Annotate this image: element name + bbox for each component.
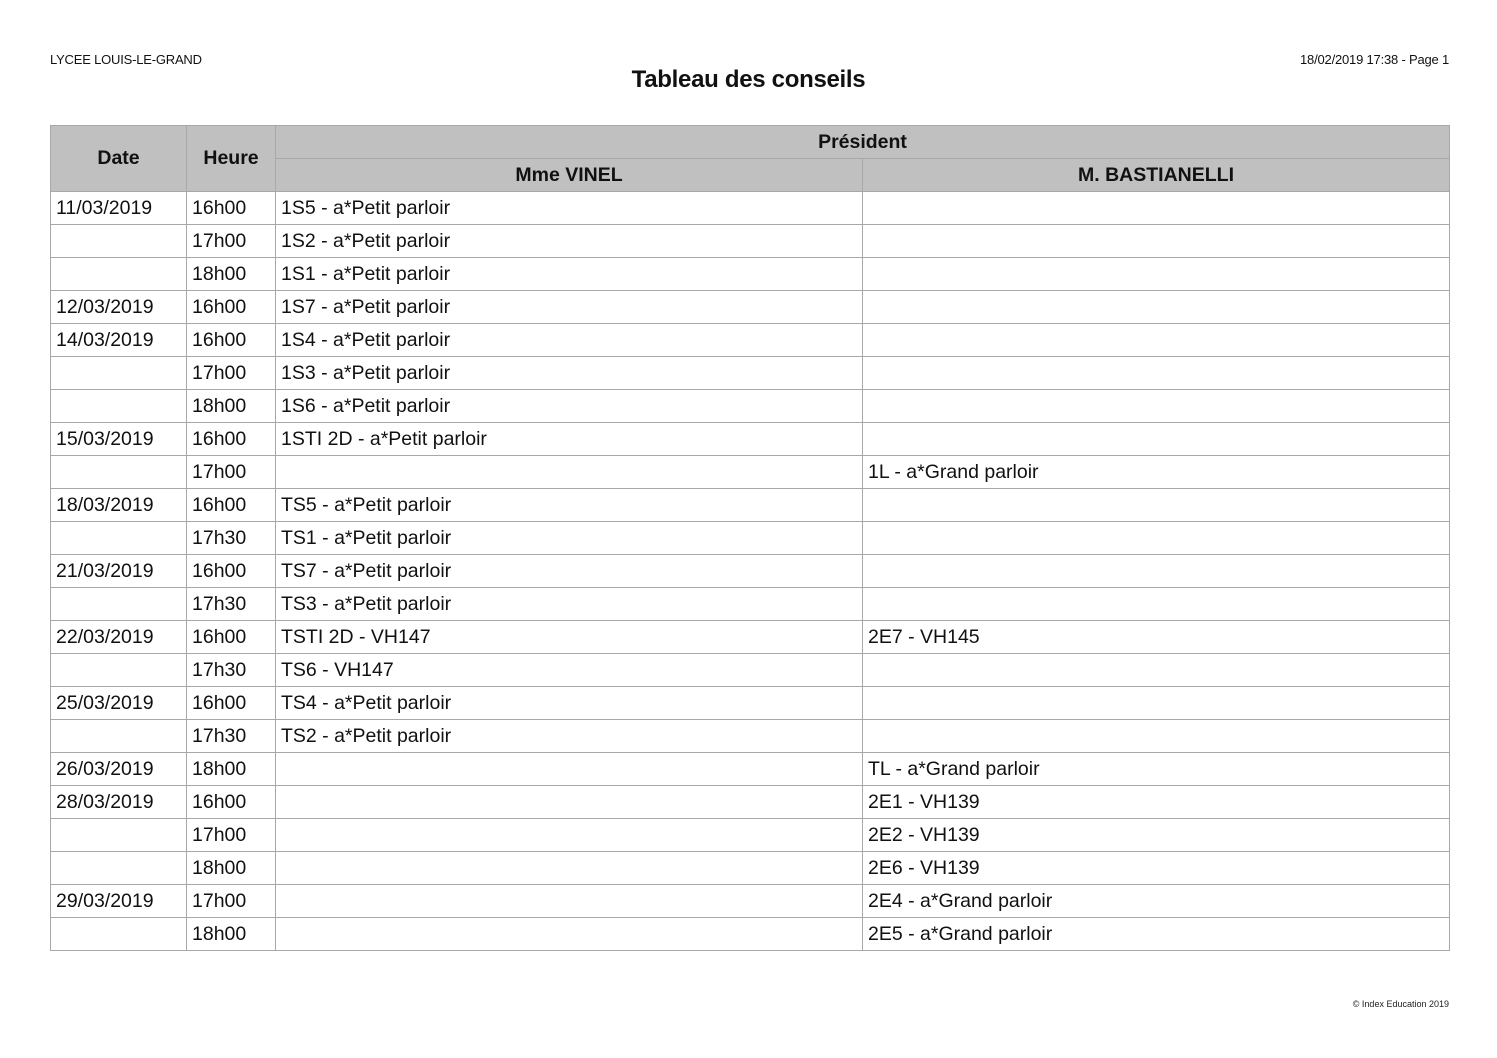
- cell-heure: 16h00: [187, 192, 276, 225]
- cell-bastianelli: [863, 324, 1450, 357]
- cell-vinel: [276, 456, 863, 489]
- cell-date: 29/03/2019: [51, 885, 187, 918]
- table-row: [51, 819, 1450, 852]
- cell-vinel: 1S3 - a*Petit parloir: [276, 357, 863, 390]
- cell-bastianelli: [863, 258, 1450, 291]
- cell-heure: 17h30: [187, 720, 276, 753]
- cell-heure: 16h00: [187, 291, 276, 324]
- table-row: [51, 687, 1450, 720]
- cell-heure: 18h00: [187, 753, 276, 786]
- cell-heure: 16h00: [187, 324, 276, 357]
- cell-vinel: [276, 852, 863, 885]
- header-president-vinel: Mme VINEL: [276, 159, 863, 192]
- cell-date: 25/03/2019: [51, 687, 187, 720]
- cell-bastianelli: [863, 720, 1450, 753]
- cell-bastianelli: TL - a*Grand parloir: [863, 753, 1450, 786]
- cell-bastianelli: [863, 192, 1450, 225]
- cell-date: 15/03/2019: [51, 423, 187, 456]
- cell-bastianelli: [863, 687, 1450, 720]
- cell-heure: 17h30: [187, 588, 276, 621]
- cell-date: 18/03/2019: [51, 489, 187, 522]
- cell-vinel: 1S2 - a*Petit parloir: [276, 225, 863, 258]
- cell-date: [51, 588, 187, 621]
- page-title: Tableau des conseils: [631, 66, 866, 93]
- table-row: [51, 423, 1450, 456]
- table-row: [51, 588, 1450, 621]
- cell-bastianelli: [863, 423, 1450, 456]
- cell-date: [51, 918, 187, 951]
- table-row: [51, 192, 1450, 225]
- cell-date: [51, 819, 187, 852]
- table-row: [51, 555, 1450, 588]
- cell-vinel: [276, 786, 863, 819]
- cell-heure: 16h00: [187, 423, 276, 456]
- copyright: © Index Education 2019: [1352, 999, 1449, 1009]
- table-row: [51, 885, 1450, 918]
- cell-date: [51, 258, 187, 291]
- cell-bastianelli: [863, 588, 1450, 621]
- cell-bastianelli: [863, 291, 1450, 324]
- cell-date: [51, 654, 187, 687]
- header-president: Président: [276, 126, 1450, 159]
- table-row: [51, 852, 1450, 885]
- cell-bastianelli: [863, 654, 1450, 687]
- cell-heure: 16h00: [187, 786, 276, 819]
- cell-date: [51, 225, 187, 258]
- table-row: [51, 753, 1450, 786]
- header-president-bastianelli: M. BASTIANELLI: [863, 159, 1450, 192]
- print-timestamp: 18/02/2019 17:38 - Page 1: [1300, 52, 1449, 67]
- cell-bastianelli: [863, 555, 1450, 588]
- cell-heure: 18h00: [187, 852, 276, 885]
- table-row: [51, 225, 1450, 258]
- table-body: [51, 192, 1450, 951]
- school-name: LYCEE LOUIS-LE-GRAND: [50, 52, 202, 67]
- table-row: [51, 918, 1450, 951]
- cell-vinel: TS6 - VH147: [276, 654, 863, 687]
- cell-heure: 18h00: [187, 918, 276, 951]
- cell-bastianelli: 2E1 - VH139: [863, 786, 1450, 819]
- table-row: [51, 522, 1450, 555]
- cell-vinel: [276, 819, 863, 852]
- table-row: [51, 258, 1450, 291]
- table-row: [51, 456, 1450, 489]
- cell-vinel: TS4 - a*Petit parloir: [276, 687, 863, 720]
- table-row: [51, 324, 1450, 357]
- cell-date: 21/03/2019: [51, 555, 187, 588]
- table-row: [51, 654, 1450, 687]
- table-row: [51, 357, 1450, 390]
- table-row: [51, 720, 1450, 753]
- cell-bastianelli: 1L - a*Grand parloir: [863, 456, 1450, 489]
- table-row: [51, 786, 1450, 819]
- cell-date: 11/03/2019: [51, 192, 187, 225]
- cell-vinel: 1S5 - a*Petit parloir: [276, 192, 863, 225]
- header-heure: Heure: [187, 126, 276, 192]
- cell-bastianelli: [863, 489, 1450, 522]
- cell-vinel: 1S4 - a*Petit parloir: [276, 324, 863, 357]
- cell-heure: 18h00: [187, 258, 276, 291]
- table-row: [51, 291, 1450, 324]
- cell-bastianelli: [863, 357, 1450, 390]
- cell-vinel: TS3 - a*Petit parloir: [276, 588, 863, 621]
- cell-date: 22/03/2019: [51, 621, 187, 654]
- cell-heure: 17h00: [187, 225, 276, 258]
- cell-vinel: 1S7 - a*Petit parloir: [276, 291, 863, 324]
- cell-bastianelli: [863, 225, 1450, 258]
- cell-vinel: TS2 - a*Petit parloir: [276, 720, 863, 753]
- cell-date: 14/03/2019: [51, 324, 187, 357]
- cell-vinel: 1STI 2D - a*Petit parloir: [276, 423, 863, 456]
- cell-vinel: TS1 - a*Petit parloir: [276, 522, 863, 555]
- cell-bastianelli: 2E2 - VH139: [863, 819, 1450, 852]
- cell-heure: 17h00: [187, 357, 276, 390]
- cell-heure: 16h00: [187, 687, 276, 720]
- cell-date: [51, 390, 187, 423]
- cell-date: [51, 456, 187, 489]
- header-date: Date: [51, 126, 187, 192]
- cell-date: [51, 522, 187, 555]
- cell-bastianelli: 2E6 - VH139: [863, 852, 1450, 885]
- cell-date: 28/03/2019: [51, 786, 187, 819]
- cell-bastianelli: [863, 522, 1450, 555]
- cell-vinel: TSTI 2D - VH147: [276, 621, 863, 654]
- cell-vinel: [276, 885, 863, 918]
- cell-heure: 17h30: [187, 522, 276, 555]
- cell-date: 26/03/2019: [51, 753, 187, 786]
- cell-date: 12/03/2019: [51, 291, 187, 324]
- cell-vinel: TS7 - a*Petit parloir: [276, 555, 863, 588]
- cell-bastianelli: 2E5 - a*Grand parloir: [863, 918, 1450, 951]
- cell-date: [51, 357, 187, 390]
- cell-heure: 16h00: [187, 555, 276, 588]
- cell-vinel: [276, 918, 863, 951]
- cell-date: [51, 852, 187, 885]
- councils-table: [50, 125, 1450, 951]
- table-row: [51, 390, 1450, 423]
- cell-vinel: [276, 753, 863, 786]
- cell-heure: 18h00: [187, 390, 276, 423]
- cell-heure: 17h00: [187, 819, 276, 852]
- cell-heure: 16h00: [187, 489, 276, 522]
- cell-bastianelli: [863, 390, 1450, 423]
- table-row: [51, 489, 1450, 522]
- cell-heure: 17h00: [187, 456, 276, 489]
- table-row: [51, 621, 1450, 654]
- cell-bastianelli: 2E7 - VH145: [863, 621, 1450, 654]
- cell-vinel: 1S1 - a*Petit parloir: [276, 258, 863, 291]
- cell-vinel: 1S6 - a*Petit parloir: [276, 390, 863, 423]
- cell-heure: 16h00: [187, 621, 276, 654]
- cell-date: [51, 720, 187, 753]
- cell-bastianelli: 2E4 - a*Grand parloir: [863, 885, 1450, 918]
- table-header: [51, 126, 1450, 192]
- cell-heure: 17h00: [187, 885, 276, 918]
- cell-vinel: TS5 - a*Petit parloir: [276, 489, 863, 522]
- cell-heure: 17h30: [187, 654, 276, 687]
